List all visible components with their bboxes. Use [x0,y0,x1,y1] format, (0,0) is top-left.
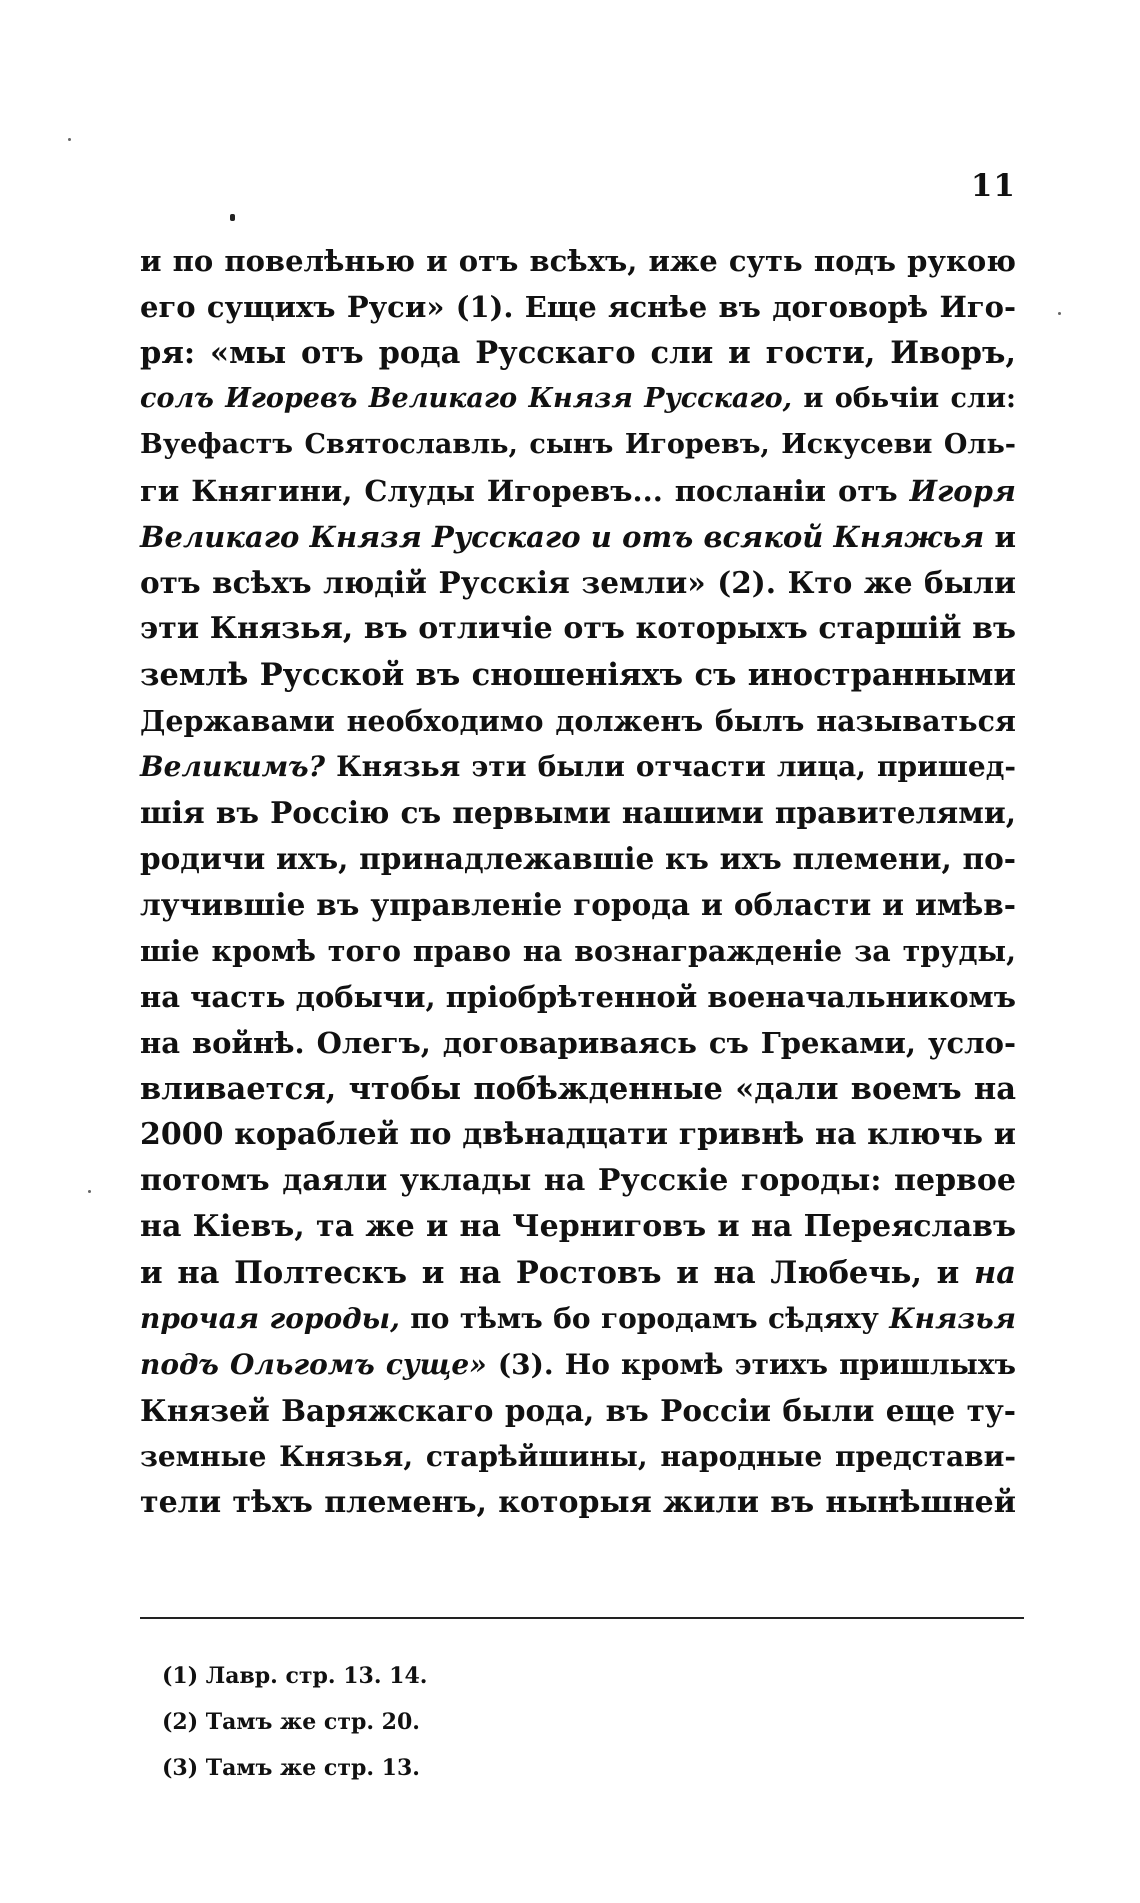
text-line [140,1020,1016,1066]
text-line [140,330,1016,376]
text-line [140,836,1016,882]
text-segment: ря: «мы отъ рода Русскаго сли и гости, Иворъ, [140,335,1016,371]
italic-segment: Игоря [909,474,1016,508]
italic-segment: солъ Игоревъ Великаго Князя Русскаго, [140,383,792,414]
text-line [140,238,1016,284]
text-segment: Вуефастъ Святославль, сынъ Игоревъ, Искусеви Оль- [140,429,1016,460]
page-number: 11 [970,168,1016,204]
text-line [140,284,1016,330]
footnote-divider [140,1617,1024,1619]
text-segment: и обьчіи сли: [791,383,1016,414]
text-line [140,652,1016,698]
text-segment: 2000 кораблей по двѣнадцати гривнѣ на ключь и [140,1117,1016,1152]
text-segment: ги Княгини, Слуды Игоревъ... посланіи отъ [140,474,910,508]
text-line [140,468,1016,514]
text-line [140,744,1016,790]
text-segment: потомъ даяли уклады на Русскіе городы: первое [140,1163,1016,1198]
text-line [140,1250,1016,1296]
footnote-1: (1) Лавр. стр. 13. 14. [162,1663,428,1689]
text-line [140,1158,1016,1204]
paper-speck [68,138,71,141]
print-mark [230,214,235,221]
italic-segment: подъ Ольгомъ суще» [140,1348,487,1381]
text-segment: шіе кромѣ того право на вознагражденіе за труды, [140,934,1016,968]
text-line [140,882,1016,928]
text-line [140,1296,1016,1342]
text-segment: землѣ Русской въ сношеніяхъ съ иностранными [140,657,1016,693]
text-segment: шія въ Россію съ первыми нашими правителями, [140,795,1016,830]
text-segment: вливается, чтобы побѣжденные «дали воемъ на [140,1071,1016,1107]
text-segment: отъ всѣхъ людій Русскія земли» (2). Кто же были [140,565,1016,600]
text-line [140,928,1016,974]
text-line [140,376,1016,422]
text-line [140,1204,1016,1250]
text-segment: по тѣмъ бо городамъ сѣдяху [399,1302,890,1335]
text-segment: и на Полтескъ и на Ростовъ и на Любечь, и [140,1255,974,1291]
text-line [140,422,1016,468]
text-segment: земные Князья, старѣйшины, народные представи- [140,1440,1016,1473]
footnote-3: (3) Тамъ же стр. 13. [162,1755,420,1781]
text-segment: на войнѣ. Олегъ, договариваясь съ Греками, усло- [140,1026,1016,1060]
text-line [140,1480,1016,1526]
text-segment: его сущихъ Руси» (1). Еще яснѣе въ договорѣ Иго- [140,290,1016,324]
footnote-2: (2) Тамъ же стр. 20. [162,1709,420,1735]
italic-segment: Великимъ? [140,750,326,783]
text-line [140,1342,1016,1388]
text-segment: Державами необходимо долженъ былъ называться [140,704,1016,738]
text-line [140,698,1016,744]
text-line [140,606,1016,652]
text-segment: (3). Но кромѣ этихъ пришлыхъ [486,1348,1016,1381]
text-segment: и [984,520,1017,554]
text-segment: лучившіе въ управленіе города и области и имѣв- [140,887,1016,922]
main-text [140,238,1016,1526]
text-segment: и по повелѣнью и отъ всѣхъ, иже суть подъ рукою [140,244,1016,278]
text-line [140,514,1016,560]
text-line [140,790,1016,836]
paper-speck [1058,312,1061,315]
footnotes [162,1653,762,1791]
text-segment: тели тѣхъ племенъ, которыя жили въ нынѣшней [140,1485,1016,1520]
text-line [140,1066,1016,1112]
text-segment: на Кіевъ, та же и на Черниговъ и на Переяславъ [140,1209,1016,1244]
text-segment: Князья эти были отчасти лица, пришед- [325,750,1016,783]
italic-segment: на [974,1255,1016,1291]
italic-segment: Великаго Князя Русскаго и отъ всякой Княжья [140,520,985,554]
text-segment: родичи ихъ, принадлежавшіе къ ихъ племени, по- [140,841,1016,876]
text-line [140,1434,1016,1480]
text-line [140,1112,1016,1158]
text-line [140,1388,1016,1434]
text-line [140,560,1016,606]
paper-speck [88,1190,91,1193]
text-line [140,974,1016,1020]
italic-segment: прочая городы, [140,1302,400,1335]
italic-segment: Князья [889,1302,1016,1335]
text-segment: на часть добычи, пріобрѣтенной военачальникомъ [140,980,1016,1014]
text-segment: эти Князья, въ отличіе отъ которыхъ старшій въ [140,611,1016,646]
text-segment: Князей Варяжскаго рода, въ Россіи были еще ту- [140,1393,1016,1428]
